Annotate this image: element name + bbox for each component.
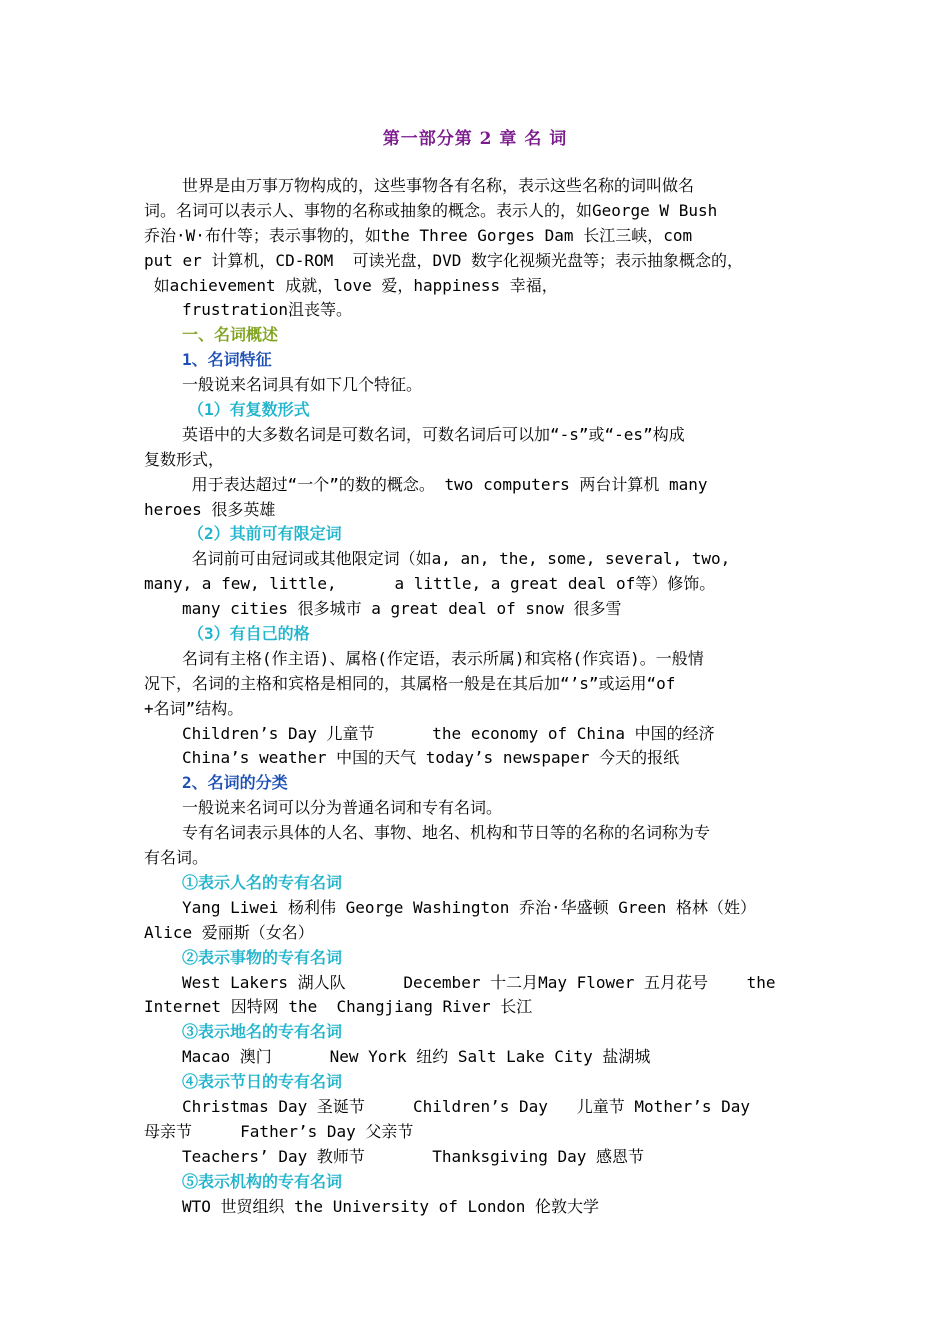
example-line: China’s weather 中国的天气 today’s newspaper 今天的报纸 <box>182 748 680 768</box>
section-heading: 一、名词概述 <box>182 325 279 345</box>
paragraph-line: 英语中的大多数名词是可数名词，可数名词后可以加“-s”或“-es”构成 <box>182 424 685 444</box>
intro-line: frustration沮丧等。 <box>182 300 352 320</box>
intro-line: 乔治·W·布什等；表示事物的，如the Three Gorges Dam 长江三峡，com <box>144 225 693 245</box>
category-heading: ④表示节日的专有名词 <box>182 1072 343 1092</box>
paragraph-line: 一般说来名词可以分为普通名词和专有名词。 <box>182 798 503 818</box>
feature-heading: （3）有自己的格 <box>188 624 310 644</box>
example-line: 母亲节 Father’s Day 父亲节 <box>144 1121 414 1141</box>
paragraph-line: 专有名词表示具体的人名、事物、地名、机构和节日等的名称的名词称为专 <box>182 823 711 843</box>
category-heading: ③表示地名的专有名词 <box>182 1022 343 1042</box>
chapter-title: 第一部分第 2 章 名 词 <box>382 129 568 149</box>
paragraph-line: heroes 很多英雄 <box>144 499 276 519</box>
paragraph-line: 有名词。 <box>144 848 209 868</box>
example-line: Macao 澳门 New York 纽约 Salt Lake City 盐湖城 <box>182 1047 651 1067</box>
paragraph-line: 况下，名词的主格和宾格是相同的，其属格一般是在其后加“’s”或运用“of <box>144 673 676 693</box>
paragraph-line: 名词有主格(作主语)、属格(作定语，表示所属)和宾格(作宾语)。一般情 <box>182 648 704 668</box>
example-line: Yang Liwei 杨利伟 George Washington 乔治·华盛顿 Green 格林（姓） <box>182 897 757 917</box>
example-line: Alice 爱丽斯（女名） <box>144 922 314 942</box>
category-heading: ②表示事物的专有名词 <box>182 947 343 967</box>
intro-line: put er 计算机，CD-ROM 可读光盘，DVD 数字化视频光盘等；表示抽象概念的， <box>144 250 744 270</box>
example-line: Internet 因特网 the Changjiang River 长江 <box>144 997 533 1017</box>
paragraph-line: many, a few, little, a little, a great deal of等）修饰。 <box>144 574 716 594</box>
paragraph-line: 一般说来名词具有如下几个特征。 <box>182 375 423 395</box>
example-line: Children’s Day 儿童节 the economy of China 中国的经济 <box>182 723 715 743</box>
category-heading: ⑤表示机构的专有名词 <box>182 1171 343 1191</box>
example-line: Teachers’ Day 教师节 Thanksgiving Day 感恩节 <box>182 1146 645 1166</box>
example-line: WTO 世贸组织 the University of London 伦敦大学 <box>182 1196 599 1216</box>
paragraph-line: +名词”结构。 <box>144 698 244 718</box>
paragraph-line: 名词前可由冠词或其他限定词（如a, an, the, some, several, two, <box>182 549 731 569</box>
intro-line: 如achievement 成就，love 爱，happiness 幸福， <box>144 275 558 295</box>
category-heading: ①表示人名的专有名词 <box>182 872 343 892</box>
document-body <box>144 174 812 1219</box>
subsection-heading: 1、名词特征 <box>182 350 272 370</box>
feature-heading: （1）有复数形式 <box>188 400 310 420</box>
subsection-heading: 2、名词的分类 <box>182 773 288 793</box>
paragraph-line: many cities 很多城市 a great deal of snow 很多雪 <box>182 599 622 619</box>
paragraph-line: 用于表达超过“一个”的数的概念。 two computers 两台计算机 many <box>182 474 708 494</box>
intro-line: 世界是由万事万物构成的，这些事物各有名称，表示这些名称的词叫做名 <box>182 176 695 195</box>
example-line: West Lakers 湖人队 December 十二月May Flower 五月花号 the <box>182 972 776 992</box>
paragraph-line: 复数形式， <box>144 449 225 469</box>
feature-heading: （2）其前可有限定词 <box>188 524 342 544</box>
example-line: Christmas Day 圣诞节 Children’s Day 儿童节 Mother’s Day <box>182 1096 751 1116</box>
intro-line: 词。名词可以表示人、事物的名称或抽象的概念。表示人的，如George W Bush <box>144 200 718 220</box>
